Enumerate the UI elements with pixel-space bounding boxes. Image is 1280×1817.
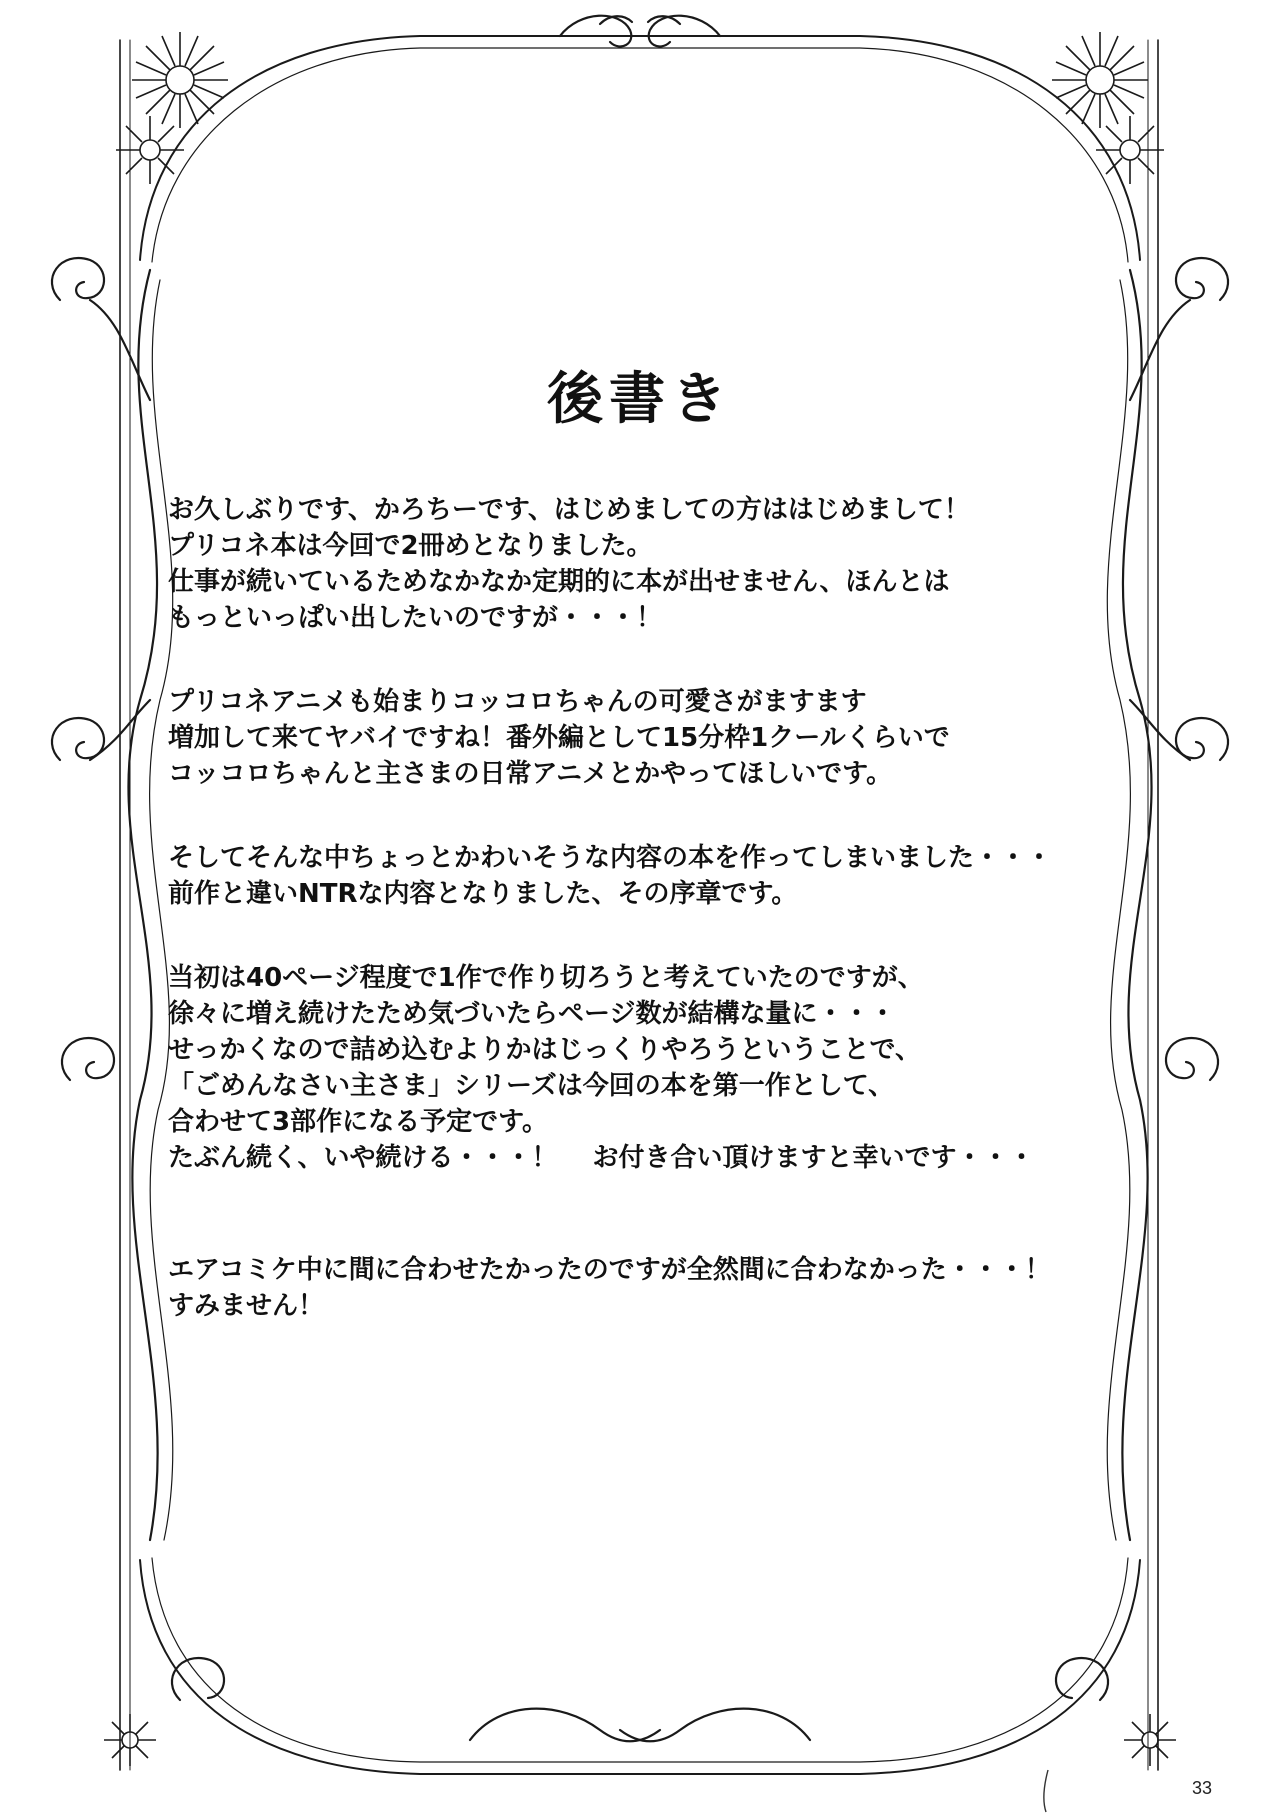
afterword-body bbox=[168, 492, 1128, 1372]
paragraph-4 bbox=[168, 960, 1128, 1176]
page-number: 33 bbox=[1191, 1778, 1212, 1798]
text-line: 仕事が続いているためなかなか定期的に本が出せません、ほんとは bbox=[168, 567, 950, 597]
text-line: もっといっぱい出したいのですが・・・！ bbox=[168, 603, 663, 633]
text-line: 「ごめんなさい主さま」シリーズは今回の本を第一作として、 bbox=[168, 1071, 895, 1101]
paragraph-1 bbox=[168, 492, 1128, 636]
paragraph-3 bbox=[168, 840, 1128, 912]
text-line: せっかくなので詰め込むよりかはじっくりやろうということで、 bbox=[168, 1035, 921, 1065]
text-line: 当初は40ページ程度で1作で作り切ろうと考えていたのですが、 bbox=[168, 963, 924, 993]
text-line: プリコネ本は今回で2冊めとなりました。 bbox=[168, 531, 653, 561]
text-line: お久しぶりです、かろちーです、はじめましての方ははじめまして！ bbox=[168, 495, 970, 525]
text-line: 増加して来てヤバイですね！番外編として15分枠1クールくらいで bbox=[168, 723, 950, 753]
text-line: プリコネアニメも始まりコッコロちゃんの可愛さがますます bbox=[168, 687, 867, 717]
text-line: たぶん続く、いや続ける・・・！ お付き合い頂けますと幸いです・・・ bbox=[168, 1143, 1035, 1173]
text-line: エアコミケ中に間に合わせたかったのですが全然間に合わなかった・・・！ bbox=[168, 1255, 1051, 1285]
page-title: 後書き bbox=[547, 367, 733, 432]
text-line: 合わせて3部作になる予定です。 bbox=[168, 1107, 549, 1137]
paragraph-2 bbox=[168, 684, 1128, 792]
text-line: 前作と違いNTRな内容となりました、その序章です。 bbox=[168, 879, 798, 909]
text-line: すみません！ bbox=[168, 1291, 325, 1321]
text-line: コッコロちゃんと主さまの日常アニメとかやってほしいです。 bbox=[168, 759, 893, 789]
text-line: そしてそんな中ちょっとかわいそうな内容の本を作ってしまいました・・・ bbox=[168, 843, 1053, 873]
text-line: 徐々に増え続けたため気づいたらページ数が結構な量に・・・ bbox=[168, 999, 896, 1029]
paragraph-5 bbox=[168, 1252, 1128, 1324]
